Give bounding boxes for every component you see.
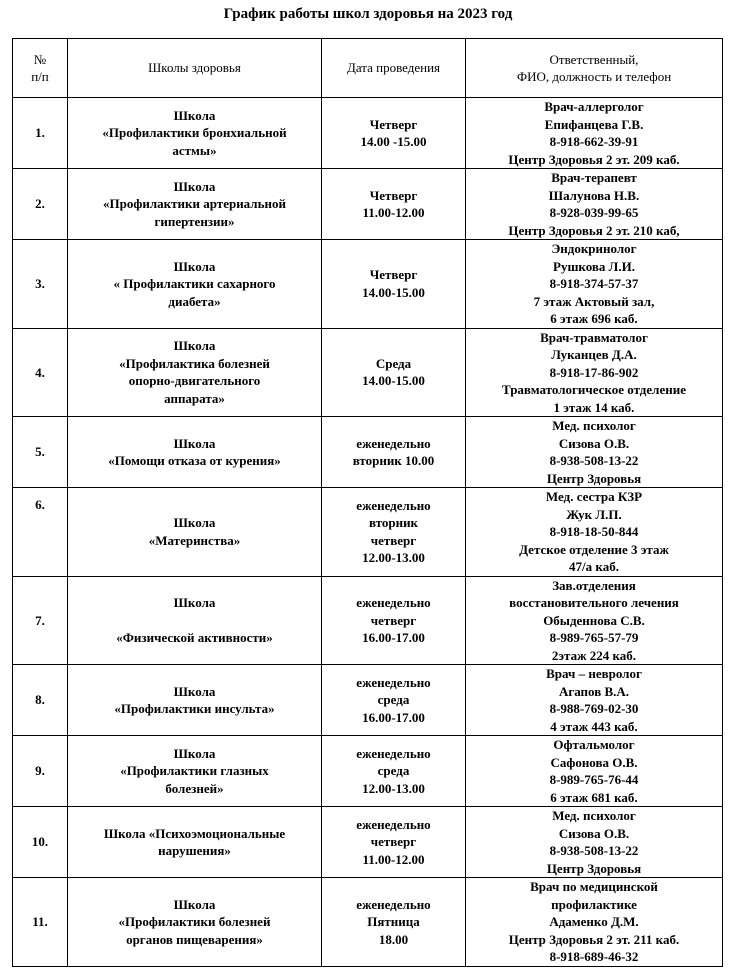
responsible-info-line: 8-938-508-13-22 — [549, 843, 639, 858]
responsible-info-line: Мед. психолог — [552, 418, 636, 433]
row-number: 10. — [13, 807, 68, 878]
school-name-line: Школа — [173, 896, 216, 912]
responsible-info-line: 8-918-662-39-91 — [549, 134, 639, 149]
schedule-date — [322, 98, 466, 169]
responsible-info-line: Сизова О.В. — [558, 435, 630, 451]
responsible-info-line: Центр Здоровья 2 эт. 210 каб, — [508, 222, 680, 238]
schedule-date-line: Пятница — [367, 914, 420, 929]
row-number: 7. — [13, 576, 68, 665]
school-name — [68, 417, 322, 488]
responsible-info — [466, 240, 723, 329]
schedule-date-line: Среда — [375, 355, 412, 371]
school-name — [68, 576, 322, 665]
row-number: 4. — [13, 328, 68, 417]
table-row — [13, 169, 723, 240]
schedule-date-line: еженедельно — [356, 435, 431, 451]
schedule-date-line: 18.00 — [378, 931, 409, 947]
row-number: 5. — [13, 417, 68, 488]
schedule-date-line: еженедельно — [356, 896, 431, 912]
school-name-line: «Профилактики болезней — [118, 914, 271, 929]
schedule-date-line: еженедельно — [356, 497, 431, 513]
schedule-date — [322, 576, 466, 665]
responsible-info-line: Мед. сестра КЗР — [545, 489, 643, 504]
school-name-line: астмы» — [172, 142, 217, 158]
schedule-date-line: еженедельно — [356, 674, 431, 690]
responsible-info-line: 8-918-689-46-32 — [549, 949, 639, 964]
table-row — [13, 98, 723, 169]
responsible-info-line: Детское отделение 3 этаж — [519, 541, 669, 557]
schedule-date — [322, 328, 466, 417]
table-body — [13, 98, 723, 967]
header-num-line: п/п — [31, 69, 49, 84]
schedule-date-line: среда — [377, 692, 410, 708]
header-responsible-line: Ответственный, — [549, 51, 639, 67]
responsible-info-line: Офтальмолог — [553, 737, 635, 752]
responsible-info-line: Луканцев Д.А. — [551, 347, 637, 362]
responsible-info-line: 47/а каб. — [569, 559, 619, 574]
schedule-date-line: 14.00-15.00 — [362, 284, 425, 300]
school-name-line: Школа — [173, 258, 216, 274]
responsible-info-line: 8-918-17-86-902 — [549, 364, 639, 380]
row-number: 1. — [13, 98, 68, 169]
responsible-info-line: Шалунова Н.В. — [548, 187, 640, 203]
schedule-date-line: еженедельно — [356, 816, 431, 832]
responsible-info — [466, 98, 723, 169]
responsible-info — [466, 417, 723, 488]
schedule-date-line: среда — [377, 763, 410, 779]
header-date: Дата проведения — [322, 39, 466, 98]
schedule-date-line: 14.00-15.00 — [362, 373, 425, 389]
responsible-info-line: 8-989-765-57-79 — [549, 630, 639, 645]
schedule-date-line: 12.00-13.00 — [362, 780, 425, 796]
schedule-date — [322, 807, 466, 878]
page-title: График работы школ здоровья на 2023 год — [223, 6, 513, 22]
row-number: 6. — [13, 488, 68, 577]
row-number: 9. — [13, 736, 68, 807]
school-name — [68, 807, 322, 878]
responsible-info-line: 8-989-765-76-44 — [549, 772, 639, 787]
responsible-info — [466, 665, 723, 736]
responsible-info-line: профилактике — [551, 896, 637, 912]
responsible-info-line: 2этаж 224 каб. — [551, 647, 637, 663]
responsible-info-line: 8-988-769-02-30 — [549, 701, 639, 716]
responsible-info-line: 8-928-039-99-65 — [549, 205, 639, 220]
row-number: 3. — [13, 240, 68, 329]
responsible-info-line: 8-918-374-57-37 — [549, 276, 639, 291]
table-row — [13, 736, 723, 807]
table-row — [13, 328, 723, 417]
responsible-info-line: 8-938-508-13-22 — [549, 453, 639, 468]
schedule-date — [322, 417, 466, 488]
school-name — [68, 878, 322, 967]
row-number: 2. — [13, 169, 68, 240]
schedule-date-line: 12.00-13.00 — [362, 550, 425, 566]
school-name-line: органов пищеварения» — [126, 931, 263, 947]
schedule-table — [12, 38, 723, 967]
school-name-line: нарушения» — [158, 843, 231, 858]
responsible-info — [466, 807, 723, 878]
school-name-line: гипертензии» — [154, 213, 235, 229]
responsible-info — [466, 328, 723, 417]
school-name-line: Школа — [173, 435, 216, 451]
schedule-date-line: Четверг — [369, 267, 418, 283]
table-row — [13, 807, 723, 878]
school-name — [68, 328, 322, 417]
school-name-line: Школа — [173, 683, 216, 699]
responsible-info-line: Зав.отделения — [552, 577, 636, 593]
schedule-date — [322, 665, 466, 736]
responsible-info-line: Центр Здоровья — [546, 470, 642, 486]
responsible-info-line: Врач-терапевт — [551, 170, 637, 185]
school-name-line: диабета» — [168, 293, 221, 309]
responsible-info-line: Обыденнова С.В. — [543, 612, 645, 628]
school-name-line — [71, 612, 318, 630]
table-header-row — [13, 39, 723, 98]
schedule-date-line: четверг — [370, 834, 417, 850]
schedule-date-line: 16.00-17.00 — [362, 709, 425, 725]
school-name-line: Школа — [173, 745, 216, 761]
school-name-line: аппарата» — [164, 390, 225, 406]
table-row — [13, 417, 723, 488]
schedule-date-line: 16.00-17.00 — [362, 630, 425, 645]
school-name-line: «Помощи отказа от курения» — [108, 453, 281, 468]
schedule-date — [322, 736, 466, 807]
schedule-date-line: четверг — [370, 532, 417, 548]
responsible-info-line: Жук Л.П. — [566, 506, 622, 522]
responsible-info-line: Адаменко Д.М. — [549, 914, 639, 929]
table-row — [13, 665, 723, 736]
school-name — [68, 240, 322, 329]
school-name — [68, 736, 322, 807]
schedule-date-line: Четверг — [369, 116, 418, 132]
school-name-line: « Профилактики сахарного — [113, 276, 276, 291]
responsible-info-line: 7 этаж Актовый зал, — [533, 293, 655, 309]
responsible-info-line: восстановительного лечения — [509, 595, 679, 610]
header-school: Школы здоровья — [68, 39, 322, 98]
responsible-info — [466, 878, 723, 967]
schedule-date-line: вторник — [368, 515, 419, 531]
schedule-date-line: четверг — [370, 612, 417, 628]
responsible-info-line: Врач-травматолог — [540, 329, 648, 345]
school-name-line: Школа — [173, 338, 216, 354]
school-name — [68, 169, 322, 240]
school-name-line: «Материнства» — [148, 532, 241, 548]
header-responsible — [466, 39, 723, 98]
responsible-info-line: Врач по медицинской — [530, 879, 658, 894]
row-number: 11. — [13, 878, 68, 967]
school-name — [68, 488, 322, 577]
schedule-date — [322, 488, 466, 577]
responsible-info-line: Эндокринолог — [551, 241, 637, 256]
responsible-info-line: Врач – невролог — [546, 666, 642, 681]
schedule-date-line: Четверг — [369, 187, 418, 203]
schedule-date — [322, 169, 466, 240]
school-name-line: Школа — [173, 107, 216, 123]
responsible-info-line: Центр Здоровья 2 эт. 209 каб. — [508, 151, 680, 167]
table-row — [13, 488, 723, 577]
responsible-info-line: 1 этаж 14 каб. — [553, 399, 635, 415]
table-row — [13, 240, 723, 329]
row-number: 8. — [13, 665, 68, 736]
header-responsible-line: ФИО, должность и телефон — [516, 69, 672, 84]
school-name-line: Школа — [173, 178, 216, 194]
responsible-info-line: 6 этаж 681 каб. — [550, 789, 638, 805]
responsible-info — [466, 576, 723, 665]
table-row — [13, 576, 723, 665]
school-name-line: болезней» — [165, 780, 224, 796]
responsible-info — [466, 736, 723, 807]
responsible-info-line: Епифанцева Г.В. — [544, 116, 644, 132]
school-name-line: Школа — [173, 595, 216, 610]
schedule-date — [322, 240, 466, 329]
school-name-line: «Физической активности» — [116, 630, 273, 645]
responsible-info-line: Травматологическое отделение — [502, 382, 686, 397]
school-name-line: «Профилактики инсульта» — [114, 701, 275, 716]
responsible-info-line: 6 этаж 696 каб. — [550, 311, 638, 326]
responsible-info — [466, 169, 723, 240]
responsible-info — [466, 488, 723, 577]
school-name-line: «Профилактики бронхиальной — [102, 125, 287, 141]
responsible-info-line: Сафонова О.В. — [550, 754, 638, 770]
school-name — [68, 98, 322, 169]
responsible-info-line: Центр Здоровья — [546, 860, 642, 876]
responsible-info-line: Рушкова Л.И. — [553, 258, 635, 274]
schedule-date-line: еженедельно — [356, 595, 431, 610]
responsible-info-line: 4 этаж 443 каб. — [550, 718, 638, 734]
header-num-line: № — [33, 51, 47, 67]
school-name — [68, 665, 322, 736]
school-name-line: Школа «Психоэмоциональные — [103, 825, 286, 841]
responsible-info-line: Врач-аллерголог — [544, 99, 644, 114]
school-name-line: «Профилактики глазных — [120, 763, 269, 779]
schedule-date-line: 11.00-12.00 — [362, 205, 425, 220]
responsible-info-line: Агапов В.А. — [558, 683, 630, 699]
header-num — [13, 39, 68, 98]
responsible-info-line: Сизова О.В. — [558, 825, 630, 841]
responsible-info-line: Центр Здоровья 2 эт. 211 каб. — [508, 931, 680, 947]
school-name-line: «Профилактика болезней — [119, 355, 270, 371]
schedule-date-line: еженедельно — [356, 745, 431, 761]
responsible-info-line: Мед. психолог — [552, 808, 636, 823]
school-name-line: опорно-двигательного — [128, 373, 261, 389]
school-name-line: Школа — [173, 515, 216, 531]
schedule-date-line: 11.00-12.00 — [362, 851, 425, 867]
schedule-date-line: 14.00 -15.00 — [360, 134, 427, 149]
school-name-line: «Профилактики артериальной — [103, 196, 286, 212]
schedule-date-line: вторник 10.00 — [352, 453, 435, 468]
table-row — [13, 878, 723, 967]
schedule-date — [322, 878, 466, 967]
responsible-info-line: 8-918-18-50-844 — [549, 524, 639, 539]
